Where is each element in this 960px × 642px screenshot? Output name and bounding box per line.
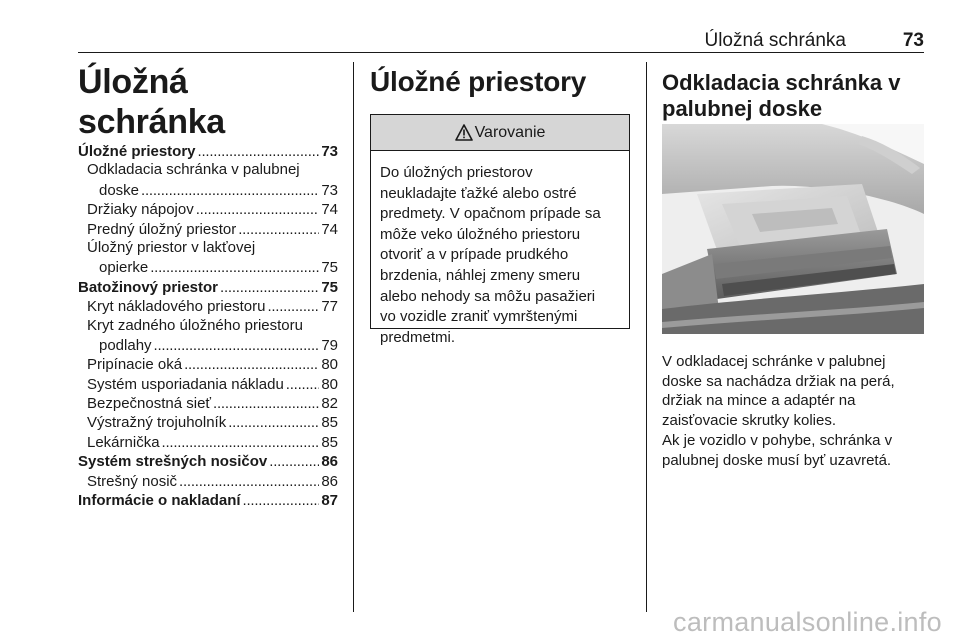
chapter-column	[78, 62, 338, 142]
toc-entry[interactable]	[78, 413, 338, 432]
toc-entry[interactable]	[78, 317, 338, 336]
warning-label: Varovanie	[474, 123, 546, 141]
toc-leader-dots	[179, 472, 319, 491]
toc-leader-dots	[196, 200, 320, 219]
toc-entry-page: 82	[321, 395, 338, 413]
toc-entry-label: Kryt nákladového priestoru	[87, 298, 266, 316]
toc-entry-label: doske	[99, 181, 140, 199]
toc-entry-label: Bezpečnostná sieť	[87, 395, 212, 413]
toc-entry-label: Informácie o nakladaní	[78, 492, 241, 510]
toc-entry-label: podlahy	[99, 336, 152, 354]
toc-entry-page: 74	[321, 220, 338, 238]
toc-entry-label: Batožinový priestor	[78, 278, 219, 296]
toc-leader-dots	[269, 452, 319, 471]
toc-entry-page: 73	[321, 143, 338, 160]
toc-entry[interactable]	[78, 220, 338, 239]
toc-leader-dots	[286, 375, 320, 394]
toc-entry[interactable]	[78, 336, 338, 355]
paragraph-line: palubnej doske musí byť uzavretá.	[662, 451, 892, 469]
warning-line: neukladajte ťažké alebo ostré	[380, 184, 577, 202]
toc-entry-page: 77	[321, 298, 338, 316]
warning-text	[371, 151, 629, 348]
toc-entry-page: 86	[321, 472, 338, 490]
warning-line: predmetmi.	[380, 328, 456, 346]
toc-entry-page: 87	[321, 492, 338, 510]
toc-entry-page: 80	[321, 356, 338, 374]
toc-entry-label: opierke	[99, 259, 149, 277]
toc-entry[interactable]	[78, 181, 338, 200]
toc-entry[interactable]	[78, 433, 338, 452]
toc-entry-label: Systém strešných nosičov	[78, 453, 268, 471]
paragraph-line: V odkladacej schránke v palubnej	[662, 353, 886, 370]
glovebox-illustration	[662, 124, 924, 334]
toc-leader-dots	[198, 142, 320, 161]
toc-leader-dots	[238, 220, 319, 239]
warning-header	[371, 115, 629, 151]
toc-leader-dots	[213, 394, 319, 413]
subsection-title	[662, 70, 932, 122]
toc-entry[interactable]	[78, 161, 338, 180]
toc-leader-dots	[220, 278, 319, 297]
warning-line: otvoriť a v prípade prudkého	[380, 246, 569, 264]
toc-entry-label: Pripínacie oká	[87, 356, 183, 374]
chapter-title: Úložná schránka	[78, 63, 225, 141]
toc-leader-dots	[141, 181, 319, 200]
toc-entry-label: Predný úložný priestor	[87, 220, 237, 238]
table-of-contents	[78, 142, 338, 510]
toc-entry-label: Výstražný trojuholník	[87, 414, 227, 432]
warning-line: alebo nehody sa môžu pasažieri	[380, 287, 596, 305]
toc-entry[interactable]	[78, 491, 338, 510]
toc-entry-label: Držiaky nápojov	[87, 201, 194, 219]
warning-line: Do úložných priestorov	[380, 164, 533, 181]
toc-entry[interactable]	[78, 258, 338, 277]
toc-entry-label: Strešný nosič	[87, 472, 178, 490]
toc-entry-label: Úložné priestory	[78, 143, 196, 160]
section-column	[370, 62, 632, 102]
toc-entry[interactable]	[78, 278, 338, 297]
toc-entry[interactable]	[78, 297, 338, 316]
subsection-title-line: palubnej doske	[662, 96, 823, 121]
toc-entry-page: 74	[321, 201, 338, 219]
toc-entry-label: Lekárnička	[87, 433, 160, 451]
subsection-title-line: Odkladacia schránka v	[662, 70, 901, 95]
running-header-title: Úložná schránka	[704, 30, 846, 51]
section-title: Úložné priestory	[370, 66, 587, 97]
toc-entry-label: Systém usporiadania nákladu	[87, 375, 284, 393]
watermark: carmanualsonline.info	[673, 607, 942, 637]
toc-entry-page: 80	[321, 375, 338, 393]
toc-entry[interactable]	[78, 200, 338, 219]
warning-line: predmety. V opačnom prípade sa	[380, 205, 601, 223]
toc-entry[interactable]	[78, 355, 338, 374]
warning-box	[370, 114, 630, 346]
toc-entry-page: 79	[321, 336, 338, 354]
paragraph-line: držiak na mince a adaptér na	[662, 392, 856, 410]
paragraph-2	[662, 431, 932, 470]
toc-leader-dots	[154, 336, 320, 355]
toc-entry-label: Odkladacia schránka v palubnej	[87, 161, 300, 179]
subsection-column	[662, 70, 932, 122]
warning-triangle-icon	[455, 124, 473, 141]
toc-entry-page: 86	[321, 453, 338, 471]
warning-line: brzdenia, náhlej zmeny smeru	[380, 266, 581, 284]
toc-entry[interactable]	[78, 394, 338, 413]
toc-entry[interactable]	[78, 142, 338, 161]
paragraph-line: zaisťovacie skrutky kolies.	[662, 411, 837, 429]
toc-leader-dots	[184, 355, 319, 374]
toc-entry[interactable]	[78, 239, 338, 258]
toc-leader-dots	[267, 297, 319, 316]
toc-leader-dots	[243, 491, 320, 510]
toc-entry-page: 85	[321, 433, 338, 451]
paragraph-line: doske sa nachádza držiak na perá,	[662, 372, 895, 390]
warning-line: vo vozidle zraniť vymrštenými	[380, 308, 578, 326]
toc-entry[interactable]	[78, 452, 338, 471]
toc-leader-dots	[228, 413, 319, 432]
page-number: 73	[902, 30, 924, 51]
toc-entry-page: 73	[321, 181, 338, 199]
toc-entry-page: 85	[321, 414, 338, 432]
column-divider	[646, 62, 647, 612]
paragraph-line: Ak je vozidlo v pohybe, schránka v	[662, 432, 893, 449]
running-header	[78, 30, 924, 53]
toc-entry[interactable]	[78, 375, 338, 394]
toc-entry-page: 75	[321, 259, 338, 277]
glovebox-photo	[662, 124, 924, 334]
toc-leader-dots	[162, 433, 320, 452]
toc-entry-page: 75	[321, 278, 338, 296]
paragraph-1	[662, 352, 932, 430]
warning-line: môže veko úložného priestoru	[380, 225, 581, 243]
column-divider	[353, 62, 354, 612]
toc-leader-dots	[150, 258, 319, 277]
toc-entry-label: Úložný priestor v lakťovej	[87, 238, 256, 256]
toc-entry[interactable]	[78, 472, 338, 491]
toc-entry-label: Kryt zadného úložného priestoru	[87, 316, 303, 334]
